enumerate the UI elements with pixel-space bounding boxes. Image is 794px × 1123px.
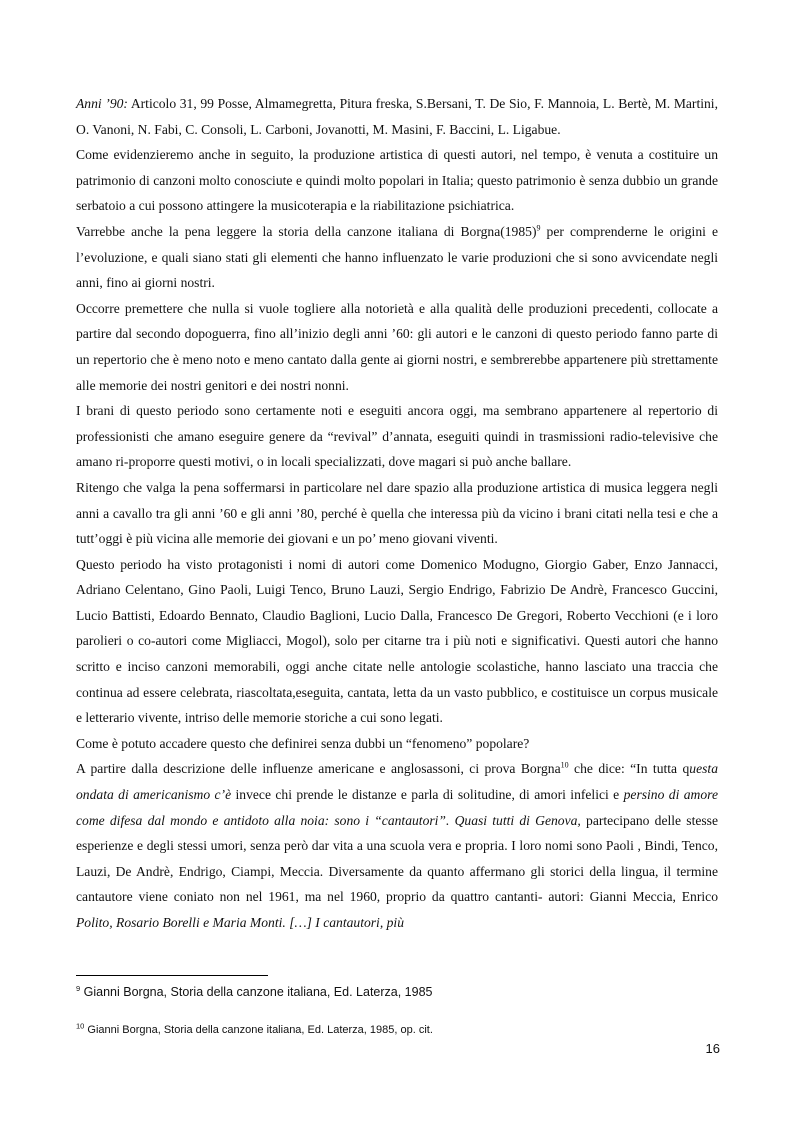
paragraph-patrimonio: Come evidenzieremo anche in seguito, la produzione artistica di questi autori, nel tempo, è venuta a costituire un patrimonio di canzoni molto conosciute e quindi molto popolari in Italia; questo patrimonio è senza dubbio un grande serbatoio a cui possono attingere la musicoterapia e la riabilitazione psichiatrica. bbox=[76, 147, 718, 214]
paragraph-premettere: Occorre premettere che nulla si vuole togliere alla notorietà e alla qualità delle produzioni precedenti, collocate a partire dal secondo dopoguerra, fino all’inizio degli anni ’60: gli autori e le canzoni di questo periodo fanno parte di un repertorio che è meno noto e meno cantato dalla gente ai giorni nostri, e sembrerebbe appartenere più strettamente alle memorie dei nostri genitori e dei nostri nonni. bbox=[76, 300, 718, 393]
decade-label: Anni ’90: bbox=[76, 96, 128, 111]
paragraph-protagonisti: Questo periodo ha visto protagonisti i nomi di autori come Domenico Modugno, Giorgio Gaber, Enzo Jannacci, Adriano Celentano, Gino Paoli, Luigi Tenco, Bruno Lauzi, Sergio Endrigo, Fabrizio De Andrè, Francesco Guccini, Lucio Battisti, Edoardo Bennato, Claudio Baglioni, Lucio Dalla, Francesco De Gregori, Roberto Vecchioni (e i loro parolieri o co-autori come Migliacci, Mogol), solo per citarne tra i più noti e significativi. Questi autori che hanno scritto e inciso canzoni memorabili, oggi anche citate nelle antologie scolastiche, hanno lasciato una traccia che continua ad essere celebrata, riascoltata,eseguita, cantata, letta da un vasto pubblico, e costituisce un corpus musicale e letterario vivente, intriso delle memorie storiche a cui sono legati. bbox=[76, 556, 718, 726]
paragraph-borgna: Varrebbe anche la pena leggere la storia della canzone italiana di $Borgna(1985)^9$ per comprenderne le origini e l’evoluzione, e quali siano stati gli elementi che hanno influenzato le varie produzioni che si sono avvicendate negli anni, fino ai giorni nostri. bbox=[76, 223, 719, 291]
footnote-ref-9[interactable]: 9 bbox=[536, 223, 541, 233]
paragraph-anni-90: Anni ’90: Articolo 31, 99 Posse, Almamegretta, Pitura freska, S.Bersani, T. De Sio, F. Mannoia, L. Bertè, M. Martini, O. Vanoni, N. Fabi, C. Consoli, L. Carboni, Jovanotti, M. Masini, F. Baccini, L. Ligabue. bbox=[76, 96, 718, 137]
body-text bbox=[76, 91, 718, 936]
footnote-text: Gianni Borgna, Storia della canzone italiana, Ed. Laterza, 1985 bbox=[80, 985, 433, 999]
footnote-10 bbox=[76, 1021, 716, 1036]
page-number: 16 bbox=[705, 1041, 720, 1056]
footnote-separator bbox=[76, 975, 268, 976]
paragraph-citazione: A partire dalla descrizione delle influenze americane e anglosassoni, ci prova Borgna$^{10}$ che dice: “In tutta questa ondata di americanismo c’è invece chi prende le distanze e parla di solitudine, di amori infelici e persino di amore come difesa dal mondo e antidoto alla noia: sono i “cantautori”. Quasi tutti di Genova, partecipano delle stesse esperienze e degli stessi umori, senza però dar vita a una scuola vera e propria. I loro nomi sono Paoli , Bindi, Tenco, Lauzi, De Andrè, Endrigo, Ciampi, Meccia. Diversamente da quanto affermano gli storici della lingua, il termine cantautore viene coniato non nel 1961, ma nel 1960, proprio da quattro cantanti- autori: Gianni Meccia, Enrico Polito, Rosario Borelli e Maria Monti. […] I cantautori, più bbox=[76, 760, 718, 930]
footnote-text: Gianni Borgna, Storia della canzone italiana, Ed. Laterza, 1985, op. cit. bbox=[84, 1024, 433, 1036]
paragraph-brani: I brani di questo periodo sono certamente noti e eseguiti ancora oggi, ma sembrano appartenere al repertorio di professionisti che amano eseguire genere da “revival” d’annata, eseguiti quindi in trasmissioni radio-televisive che amano ri-proporre questi motivi, o in locali specializzati, dove magari si può anche ballare. bbox=[76, 403, 718, 470]
paragraph-ritengo: Ritengo che valga la pena soffermarsi in particolare nel dare spazio alla produzione artistica di musica leggera negli anni a cavallo tra gli anni ’60 e gli anni ’80, perché è quella che interessa più da vicino i brani citati nella tesi e che a tutt’oggi è più vicina alle memorie dei giovani e un po’ meno giovani viventi. bbox=[76, 479, 718, 547]
paragraph-domanda: Come è potuto accadere questo che definirei senza dubbi un “fenomeno” popolare? bbox=[76, 735, 530, 751]
footnote-9 bbox=[76, 985, 716, 999]
footnote-mark: 10 bbox=[76, 1021, 85, 1031]
footnote-ref-10[interactable]: 10 bbox=[560, 760, 569, 770]
footnote-mark: 9 bbox=[76, 983, 81, 993]
